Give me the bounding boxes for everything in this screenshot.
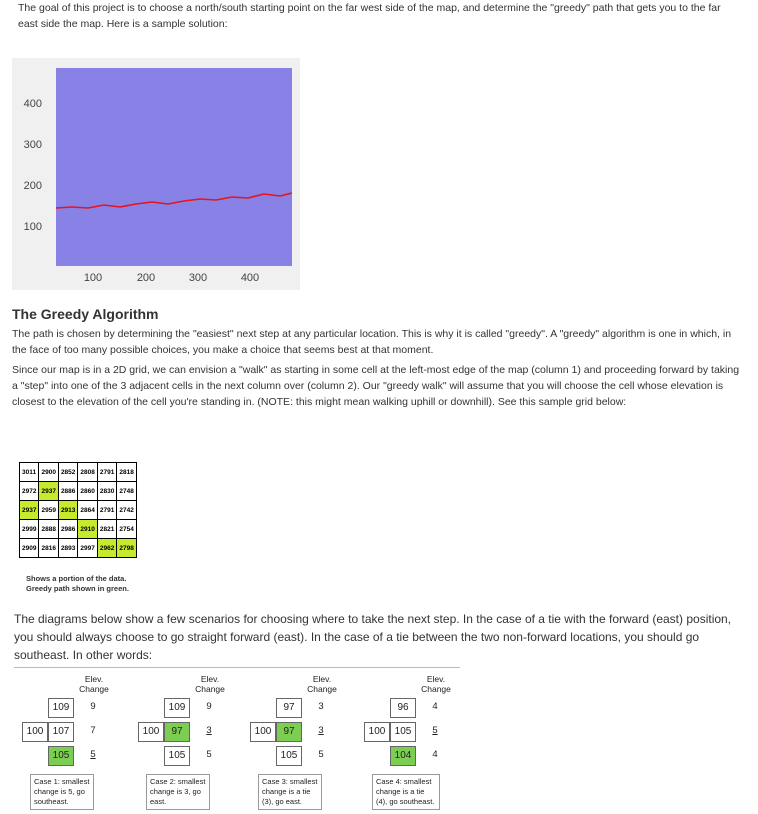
north-cell: 109 — [164, 698, 190, 718]
east-cell: 97 — [164, 722, 190, 742]
greedy-paragraph-2: Since our map is in a 2D grid, we can envision a "walk" as starting in some cell at the left-most edge of the map (column 1) and proceeding forward by taking a "step" into one of the 3 adjacent cells in the next column over (column 2). Our "greedy walk" will assume that you will choose the cell whose elevation is closest to the elevation of the cell you're standing in. (NOTE: this might mean walking uphill or downhill). See this sample grid below: — [12, 364, 740, 408]
y-tick-400: 400 — [23, 98, 42, 110]
grid-cell: 2791 — [97, 501, 116, 520]
current-cell: 100 — [22, 722, 48, 742]
elev-label-line-2: Change — [195, 684, 225, 694]
elev-change-label — [74, 674, 114, 694]
terrain-surface — [56, 68, 292, 266]
case-caption: Case 2: smallest change is 3, go east. — [146, 774, 210, 810]
east-change: 5 — [432, 725, 438, 736]
grid-cell: 2937 — [39, 482, 58, 501]
elev-change-label — [190, 674, 230, 694]
elev-label-line-1: Elev. — [200, 674, 220, 684]
grid-row — [20, 501, 137, 520]
grid-cell: 3011 — [20, 463, 39, 482]
grid-caption-line-2: Greedy path shown in green. — [26, 584, 129, 593]
east-cell: 97 — [276, 722, 302, 742]
north-cell: 96 — [390, 698, 416, 718]
current-cell: 100 — [250, 722, 276, 742]
south-change: 5 — [206, 749, 212, 760]
grid-cell: 2937 — [20, 501, 39, 520]
grid-cell: 2754 — [117, 520, 136, 539]
grid-cell: 2742 — [117, 501, 136, 520]
greedy-paragraph-1: The path is chosen by determining the "easiest" next step at any particular location. This is why it is called "greedy". A "greedy" algorithm is one in which, in the face of too many possible choices, you make a choice that seems best at that moment. — [12, 328, 732, 356]
elev-label-line-2: Change — [307, 684, 337, 694]
x-tick-300: 300 — [188, 272, 208, 284]
east-change: 3 — [318, 725, 324, 736]
grid-cell: 2808 — [78, 463, 97, 482]
cases-divider — [14, 667, 460, 668]
north-change: 4 — [432, 701, 438, 712]
case-caption: Case 4: smallest change is a tie (4), go southeast. — [372, 774, 440, 810]
north-cell: 97 — [276, 698, 302, 718]
grid-cell: 2888 — [39, 520, 58, 539]
sample-grid-table — [19, 462, 137, 558]
grid-cell: 2997 — [78, 539, 97, 558]
elev-change-label — [302, 674, 342, 694]
east-cell: 105 — [390, 722, 416, 742]
north-change: 3 — [318, 701, 324, 712]
north-change: 9 — [206, 701, 212, 712]
y-tick-300: 300 — [23, 139, 42, 151]
y-tick-200: 200 — [23, 180, 42, 192]
elev-change-label — [416, 674, 456, 694]
grid-caption-line-1: Shows a portion of the data. — [26, 574, 127, 583]
grid-cell: 2886 — [58, 482, 77, 501]
x-tick-100: 100 — [83, 272, 103, 284]
south-change: 5 — [90, 749, 96, 760]
north-cell: 109 — [48, 698, 74, 718]
grid-cell: 2910 — [78, 520, 97, 539]
grid-cell: 2893 — [58, 539, 77, 558]
elev-label-line-1: Elev. — [312, 674, 332, 684]
grid-cell: 2999 — [20, 520, 39, 539]
grid-row — [20, 482, 137, 501]
current-cell: 100 — [138, 722, 164, 742]
current-cell: 100 — [364, 722, 390, 742]
elev-label-line-2: Change — [79, 684, 109, 694]
grid-row — [20, 463, 137, 482]
elevation-map-figure — [12, 58, 300, 290]
north-change: 9 — [90, 701, 96, 712]
grid-cell: 2913 — [58, 501, 77, 520]
grid-cell: 2816 — [39, 539, 58, 558]
south-cell: 105 — [276, 746, 302, 766]
case-caption: Case 3: smallest change is a tie (3), go east. — [258, 774, 322, 810]
diagrams-paragraph: The diagrams below show a few scenarios for choosing where to take the next step. In the case of a tie with the forward (east) position, you should always choose to go straight forward (east). In the case of a tie between the two non-forward locations, you should go southeast. In other words: — [14, 612, 732, 662]
elev-label-line-1: Elev. — [426, 674, 446, 684]
grid-cell: 2909 — [20, 539, 39, 558]
grid-cell: 2959 — [39, 501, 58, 520]
south-change: 4 — [432, 749, 438, 760]
grid-cell: 2900 — [39, 463, 58, 482]
grid-cell: 2852 — [58, 463, 77, 482]
elevation-map — [12, 58, 300, 290]
grid-cell: 2798 — [117, 539, 136, 558]
south-cell: 105 — [164, 746, 190, 766]
south-cell: 104 — [390, 746, 416, 766]
grid-row — [20, 539, 137, 558]
sample-grid — [19, 462, 137, 558]
elev-label-line-1: Elev. — [84, 674, 104, 684]
grid-cell: 2864 — [78, 501, 97, 520]
south-change: 5 — [318, 749, 324, 760]
grid-row — [20, 520, 137, 539]
x-tick-200: 200 — [136, 272, 156, 284]
section-heading: The Greedy Algorithm — [12, 306, 159, 322]
grid-cell: 2986 — [58, 520, 77, 539]
x-tick-400: 400 — [240, 272, 260, 284]
grid-cell: 2791 — [97, 463, 116, 482]
grid-cell: 2748 — [117, 482, 136, 501]
east-cell: 107 — [48, 722, 74, 742]
grid-cell: 2818 — [117, 463, 136, 482]
east-change: 7 — [90, 725, 96, 736]
y-tick-100: 100 — [23, 221, 42, 233]
case-caption: Case 1: smallest change is 5, go southeast. — [30, 774, 94, 810]
intro-paragraph: The goal of this project is to choose a north/south starting point on the far west side of the map, and determine the "greedy" path that gets you to the far east side the map. Here is a sample solution: — [18, 2, 721, 30]
grid-cell: 2860 — [78, 482, 97, 501]
grid-cell: 2972 — [20, 482, 39, 501]
elev-label-line-2: Change — [421, 684, 451, 694]
grid-cell: 2821 — [97, 520, 116, 539]
grid-cell: 2830 — [97, 482, 116, 501]
grid-cell: 2962 — [97, 539, 116, 558]
east-change: 3 — [206, 725, 212, 736]
south-cell: 105 — [48, 746, 74, 766]
grid-caption — [26, 574, 129, 594]
